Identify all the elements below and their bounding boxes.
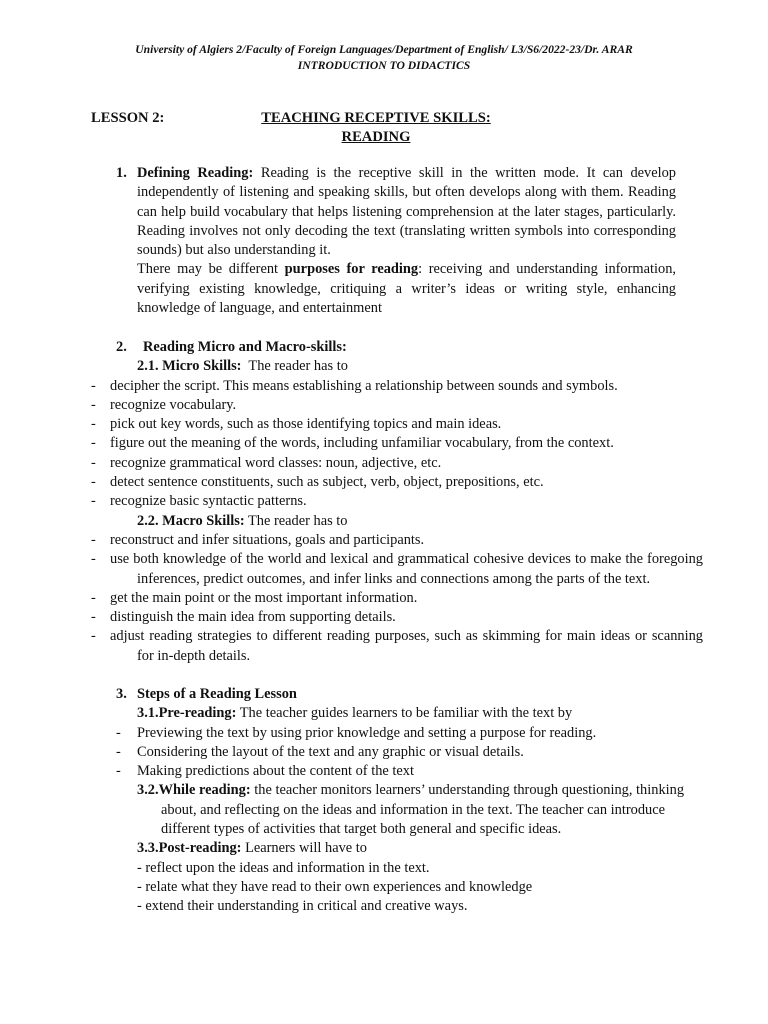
- page-header: [0, 42, 768, 74]
- list-item: [91, 627, 703, 666]
- bullet: -: [91, 377, 96, 394]
- section-3-number: 3.: [116, 686, 127, 702]
- section-2: [0, 338, 768, 666]
- section-2-heading-row: [0, 338, 768, 357]
- list-item: [0, 492, 768, 511]
- list-item-text: Making predictions about the content of the text: [137, 763, 414, 780]
- bullet: -: [116, 743, 121, 760]
- micro-skills-heading-row: [0, 357, 768, 376]
- list-item: - extend their understanding in critical and creative ways.: [137, 898, 468, 915]
- header-line-1: University of Algiers 2/Faculty of Foreign Languages/Department of English/ L3/S6/2022-23/Dr. ARAR: [135, 43, 633, 56]
- bullet: -: [91, 609, 96, 626]
- list-item-text: recognize grammatical word classes: noun, adjective, etc.: [110, 454, 442, 471]
- bullet: -: [116, 724, 121, 741]
- purposes-text-start: There may be different: [137, 261, 285, 278]
- list-item-text: Considering the layout of the text and any graphic or visual details.: [137, 743, 524, 760]
- list-item: [91, 550, 703, 589]
- list-item-text: adjust reading strategies to different reading purposes, such as skimming for main ideas or scanning for in-depth details.: [110, 628, 703, 664]
- list-item-text: decipher the script. This means establishing a relationship between sounds and symbols.: [110, 377, 618, 394]
- bullet: -: [91, 589, 96, 606]
- list-item: [0, 724, 768, 743]
- section-2-heading: Reading Micro and Macro-skills:: [143, 339, 347, 355]
- list-item-text: recognize basic syntactic patterns.: [110, 493, 307, 510]
- purposes-text-end: : receiving and understanding information, verifying existing knowledge, critiquing a writer’s ideas or writing style, enhancing knowledge of language, and entertainment: [137, 261, 676, 317]
- while-reading-text: the teacher monitors learners’ understanding through questioning, thinking about, and reflecting on the ideas and information in the text. The teacher can introduce different types of activities that target both general and specific ideas.: [161, 782, 685, 838]
- lesson-label: LESSON 2:: [91, 110, 165, 126]
- bullet: -: [91, 628, 96, 645]
- purposes-bold: purposes for reading: [284, 261, 419, 278]
- bullet: -: [91, 531, 96, 548]
- list-item-text: use both knowledge of the world and lexical and grammatical cohesive devices to make the foregoing inferences, predict outcomes, and infer links and connections among the parts of the text.: [110, 551, 703, 587]
- lesson-title-line-2: READING: [341, 129, 411, 145]
- list-item: [0, 473, 768, 492]
- list-item: [0, 762, 768, 781]
- list-item: [0, 396, 768, 415]
- list-item: [0, 743, 768, 762]
- bullet: -: [91, 454, 96, 471]
- section-1: [0, 164, 768, 318]
- pre-reading-heading: 3.1.Pre-reading:: [137, 705, 237, 722]
- while-reading-heading: 3.2.While reading:: [137, 782, 251, 799]
- section-1-paragraph-1: [137, 164, 676, 260]
- section-1-heading: Defining Reading:: [137, 165, 254, 181]
- list-item: - reflect upon the ideas and information in the text.: [137, 859, 430, 876]
- macro-skills-heading: 2.2. Macro Skills:: [137, 512, 245, 529]
- bullet: -: [91, 396, 96, 413]
- list-item: [0, 415, 768, 434]
- bullet: -: [91, 493, 96, 510]
- section-1-text: Reading is the receptive skill in the written mode. It can develop independently of listening and speaking skills, but often develops along with them. Reading can help build vocabulary that helps listening comprehension at the later stages, particularly. Reading involves not only decoding the text (translating written symbols into corresponding sounds) but also understanding it.: [137, 165, 676, 259]
- macro-list: [0, 531, 768, 666]
- pre-reading-row: [0, 704, 768, 723]
- macro-skills-heading-row: [0, 512, 768, 531]
- list-item-text: reconstruct and infer situations, goals and participants.: [110, 531, 425, 548]
- lesson-title: [200, 109, 552, 147]
- while-reading-paragraph: [137, 781, 696, 839]
- macro-skills-intro: The reader has to: [248, 512, 348, 529]
- section-3-heading: Steps of a Reading Lesson: [137, 686, 297, 702]
- list-item: [0, 454, 768, 473]
- section-1-number: 1.: [116, 165, 127, 181]
- micro-list: [0, 377, 768, 512]
- list-item-text: get the main point or the most important information.: [110, 589, 418, 606]
- list-item-text: Previewing the text by using prior knowledge and setting a purpose for reading.: [137, 724, 597, 741]
- micro-skills-intro: The reader has to: [248, 358, 348, 375]
- bullet: -: [116, 763, 121, 780]
- list-item: - relate what they have read to their own experiences and knowledge: [137, 878, 533, 895]
- post-reading-intro: Learners will have to: [245, 840, 367, 857]
- section-3-heading-row: [0, 685, 768, 704]
- list-item-text: distinguish the main idea from supporting details.: [110, 609, 396, 626]
- bullet: -: [91, 474, 96, 491]
- list-item-text: pick out key words, such as those identifying topics and main ideas.: [110, 416, 502, 433]
- micro-skills-heading: 2.1. Micro Skills:: [137, 358, 242, 375]
- list-item-text: detect sentence constituents, such as subject, verb, object, prepositions, etc.: [110, 474, 544, 491]
- section-3: [0, 685, 768, 917]
- list-item: [0, 608, 768, 627]
- section-2-number: 2.: [116, 339, 127, 355]
- post-reading-row: [0, 839, 768, 858]
- list-item-text: recognize vocabulary.: [110, 396, 237, 413]
- list-item: [0, 434, 768, 453]
- list-item-text: figure out the meaning of the words, including unfamiliar vocabulary, from the context.: [110, 435, 614, 452]
- bullet: -: [91, 551, 96, 568]
- list-item: [0, 377, 768, 396]
- list-item: [0, 589, 768, 608]
- header-line-2: INTRODUCTION TO DIDACTICS: [297, 59, 471, 72]
- section-1-paragraph-2: [137, 260, 676, 318]
- pre-reading-intro: The teacher guides learners to be familiar with the text by: [239, 705, 573, 722]
- post-reading-heading: 3.3.Post-reading:: [137, 840, 242, 857]
- bullet: -: [91, 435, 96, 452]
- bullet: -: [91, 416, 96, 433]
- lesson-title-line-1: TEACHING RECEPTIVE SKILLS:: [261, 110, 491, 126]
- list-item: [0, 531, 768, 550]
